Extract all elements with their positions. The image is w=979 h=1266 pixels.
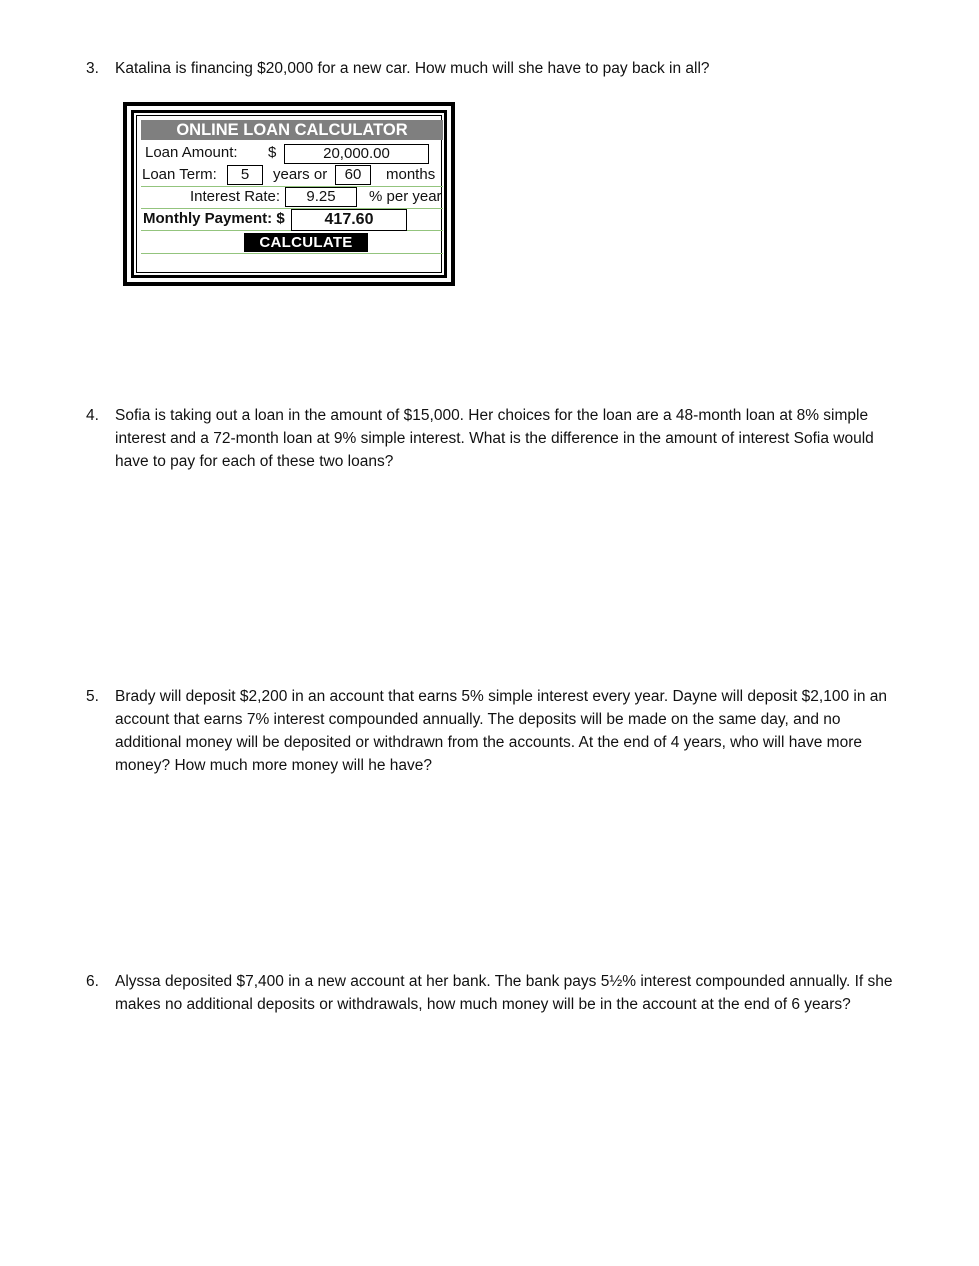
dollar-sign: $ (268, 144, 277, 161)
interest-rate-field[interactable]: 9.25 (285, 187, 357, 207)
loan-amount-label: Loan Amount: (145, 144, 238, 161)
calculate-button[interactable]: CALCULATE (244, 233, 368, 252)
months-label: months (386, 166, 436, 183)
question-text: Brady will deposit $2,200 in an account that earns 5% simple interest every year. Dayne will deposit $2,100 in an account that earns 7% interest compounded annually. The deposits will be made on the same day, and no additional money will be deposited or withdrawn from the accounts. At the end of 4 years, who will have more money? How much more money will he have? (115, 688, 887, 774)
question-text: Katalina is financing $20,000 for a new car. How much will she have to pay back in all? (115, 60, 710, 77)
question-number: 5. (86, 688, 99, 705)
question-4 (86, 404, 906, 473)
question-number: 3. (86, 60, 99, 77)
interest-rate-label: Interest Rate: (190, 188, 281, 205)
loan-amount-field[interactable]: 20,000.00 (284, 144, 429, 164)
monthly-payment-row (141, 209, 443, 230)
question-3 (86, 57, 906, 80)
question-text: Alyssa deposited $7,400 in a new account at her bank. The bank pays 5½% interest compounded annually. If she makes no additional deposits or withdrawals, how much money will be in the account at the end of 6 years? (115, 973, 893, 1013)
monthly-payment-label: Monthly Payment: $ (143, 210, 285, 227)
years-field[interactable]: 5 (227, 165, 263, 185)
question-number: 4. (86, 407, 99, 424)
question-text: Sofia is taking out a loan in the amount of $15,000. Her choices for the loan are a 48-month loan at 8% simple interest and a 72-month loan at 9% simple interest. What is the difference in the amount of interest Sofia would have to pay for each of these two loans? (115, 407, 874, 470)
loan-amount-row (141, 143, 443, 164)
question-6 (86, 970, 906, 1016)
calculator-title: ONLINE LOAN CALCULATOR (141, 120, 443, 140)
question-5 (86, 685, 906, 777)
months-field[interactable]: 60 (335, 165, 371, 185)
loan-term-label: Loan Term: (142, 166, 217, 183)
years-or-label: years or (273, 166, 328, 183)
question-number: 6. (86, 973, 99, 990)
monthly-payment-field: 417.60 (291, 209, 407, 231)
loan-calculator (123, 102, 455, 286)
per-year-label: % per year (369, 188, 442, 205)
loan-term-row (141, 165, 443, 186)
interest-rate-row (141, 187, 443, 208)
